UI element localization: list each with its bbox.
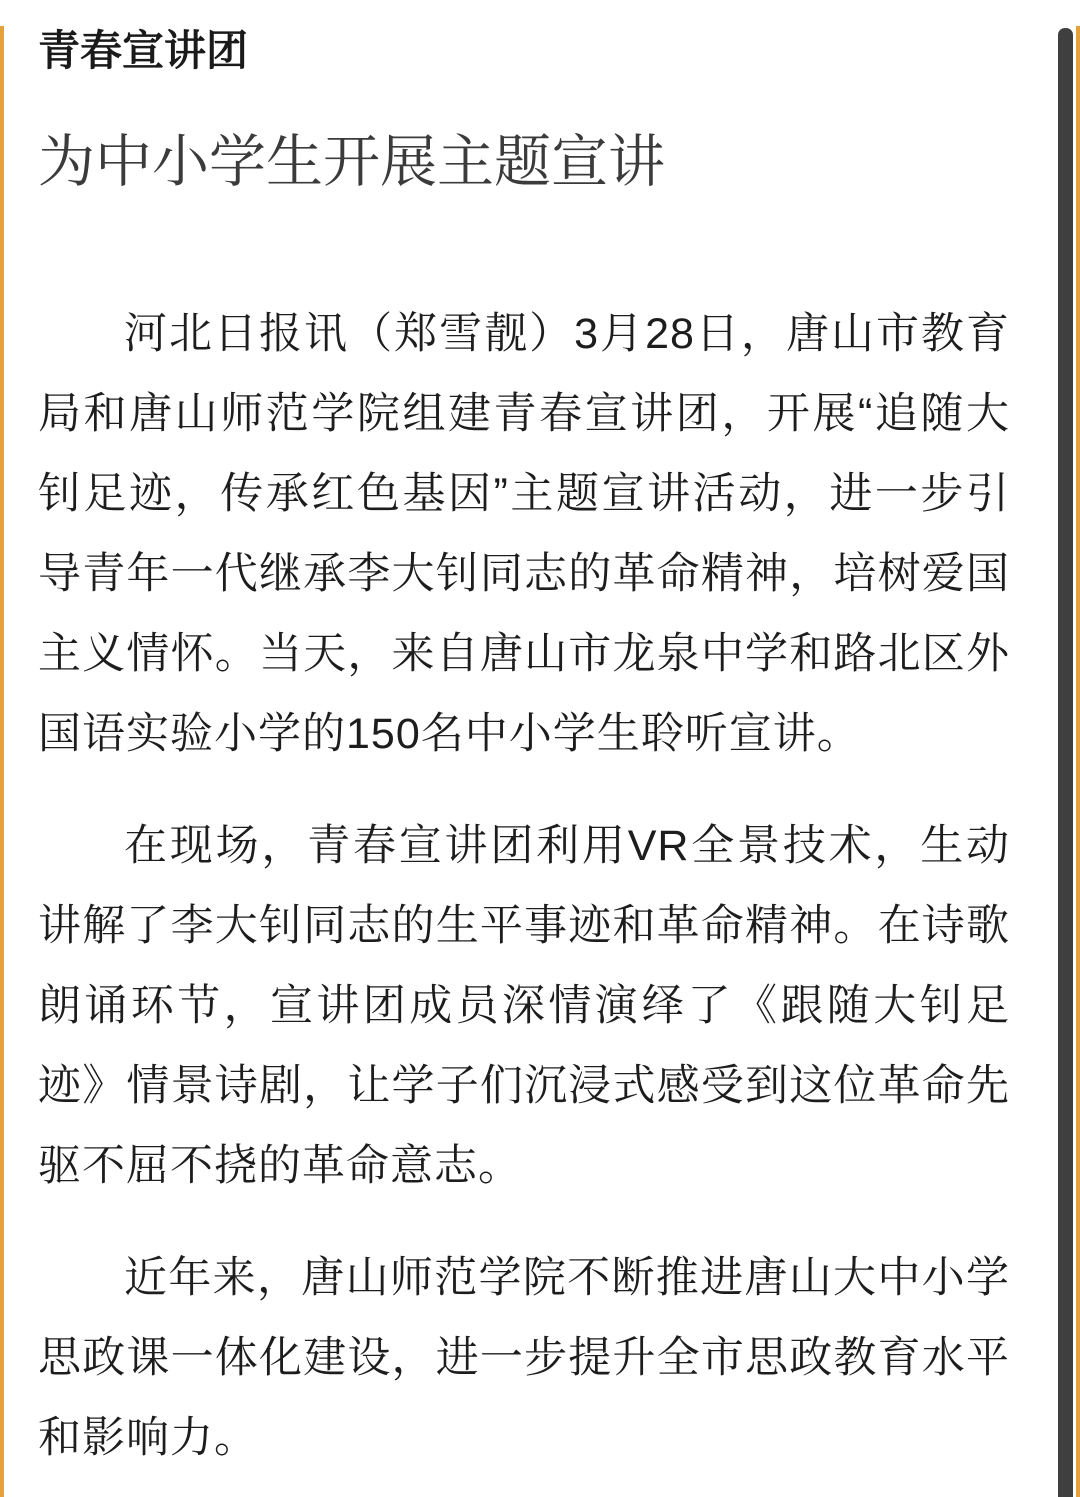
vertical-scrollbar-thumb[interactable] bbox=[1058, 28, 1073, 1497]
paragraph: 近年来，唐山师范学院不断推进唐山大中小学思政课一体化建设，进一步提升全市思政教育水平和影响力。 bbox=[38, 1254, 1010, 1462]
article-kicker: 青春宣讲团 bbox=[38, 27, 249, 74]
left-edge-accent-bar bbox=[0, 26, 4, 1497]
article-page bbox=[0, 26, 1080, 1478]
paragraph: 河北日报讯（郑雪靓）3月28日，唐山市教育局和唐山师范学院组建青春宣讲团，开展“追随大钊足迹，传承红色基因”主题宣讲活动，进一步引导青年一代继承李大钊同志的革命精神，培树爱国主义情怀。当天，来自唐山市龙泉中学和路北区外国语实验小学的150名中小学生聆听宣讲。 bbox=[38, 310, 1010, 758]
article-title: 为中小学生开展主题宣讲 bbox=[38, 130, 665, 194]
article-body bbox=[38, 294, 1010, 1478]
right-edge-accent-bar bbox=[1076, 26, 1080, 1497]
paragraph: 在现场，青春宣讲团利用VR全景技术，生动讲解了李大钊同志的生平事迹和革命精神。在诗歌朗诵环节，宣讲团成员深情演绎了《跟随大钊足迹》情景诗剧，让学子们沉浸式感受到这位革命先驱不屈不挠的革命意志。 bbox=[38, 822, 1010, 1190]
